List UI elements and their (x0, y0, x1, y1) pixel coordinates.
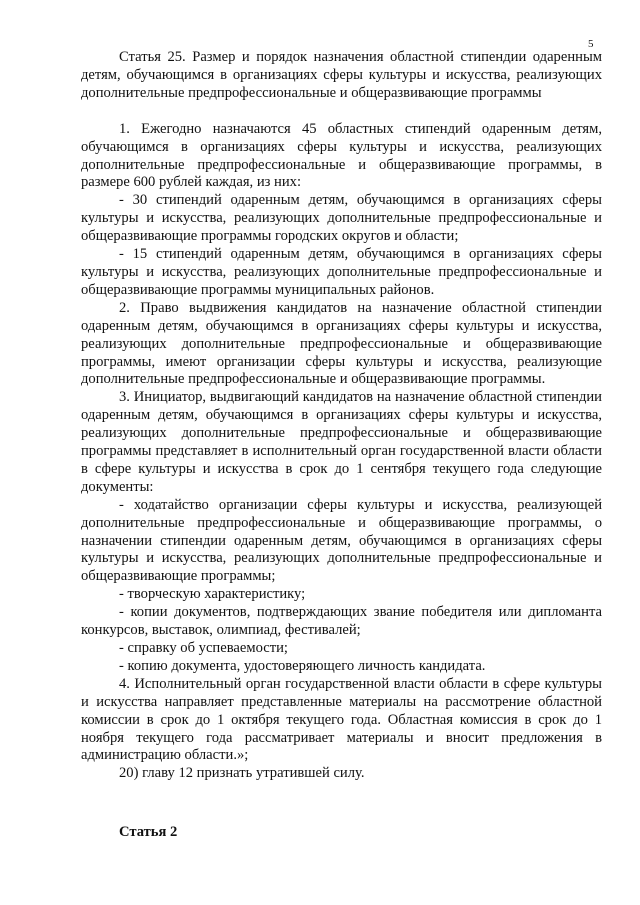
paragraph-20: 20) главу 12 признать утратившей силу. (119, 765, 365, 782)
document-body (81, 49, 602, 842)
list-item-characteristic: - творческую характеристику; (119, 586, 306, 603)
article-2-heading: Статья 2 (119, 824, 178, 841)
spacer (81, 783, 602, 824)
list-item-grades-certificate: - справку об успеваемости; (119, 640, 288, 656)
list-item-30-stipends: - 30 стипендий одаренным детям, обучающимся в организациях сферы культуры и искусства, реализующих дополнительные предпрофессиональные и общеразвивающие программы городских округов и области; (81, 192, 602, 245)
paragraph-3: 3. Инициатор, выдвигающий кандидатов на назначение областной стипендии одаренным детям, обучающимся в организациях сферы культуры и искусства, реализующих дополнительные предпрофессиональные и общеразвивающие программы представляет в исполнительный орган государственной власти области в сфере культуры и искусства в срок до 1 сентября текущего года следующие документы: (81, 389, 602, 495)
list-item-15-stipends: - 15 стипендий одаренным детям, обучающимся в организациях сферы культуры и искусства, реализующих дополнительные предпрофессиональные и общеразвивающие программы муниципальных районов. (81, 246, 602, 298)
paragraph-1: 1. Ежегодно назначаются 45 областных стипендий одаренным детям, обучающимся в организациях сферы культуры и искусства, реализующих дополнительные предпрофессиональные и общеразвивающие программы, в размере 600 рублей каждая, из них: (81, 120, 602, 191)
paragraph-2: 2. Право выдвижения кандидатов на назначение областной стипендии одаренным детям, обучающимся в организациях сферы культуры и искусства, реализующих дополнительные предпрофессиональные и общеразвивающие программы, имеют организации сферы культуры и искусства, реализующие дополнительные предпрофессиональные и общеразвивающие программы. (81, 299, 602, 388)
paragraph-4: 4. Исполнительный орган государственной власти области в сфере культуры и искусства направляет представленные материалы на рассмотрение областной комиссии в срок до 1 октября текущего года. Областная комиссия в срок до 1 ноября текущего года рассматривает материалы и вносит предложения в администрацию области.»; (81, 675, 602, 764)
page-number: 5 (588, 38, 594, 50)
spacer (81, 103, 602, 121)
list-item-identity-copy: - копию документа, удостоверяющего личность кандидата. (119, 657, 486, 674)
list-item-petition: - ходатайство организации сферы культуры и искусства, реализующей дополнительные предпрофессиональные и общеразвивающие программы, о назначении стипендии одаренным детям, обучающимся в организациях сферы культуры и искусства, реализующих дополнительные предпрофессиональные и общеразвивающие программы; (81, 496, 602, 585)
list-item-diploma-copies: - копии документов, подтверждающих звание победителя или дипломанта конкурсов, выставок, олимпиад, фестивалей; (81, 604, 602, 639)
article-title: Статья 25. Размер и порядок назначения областной стипендии одаренным детям, обучающимся в организациях сферы культуры и искусства, реализующих дополнительные предпрофессиональные и общеразвивающие программы (81, 49, 602, 101)
